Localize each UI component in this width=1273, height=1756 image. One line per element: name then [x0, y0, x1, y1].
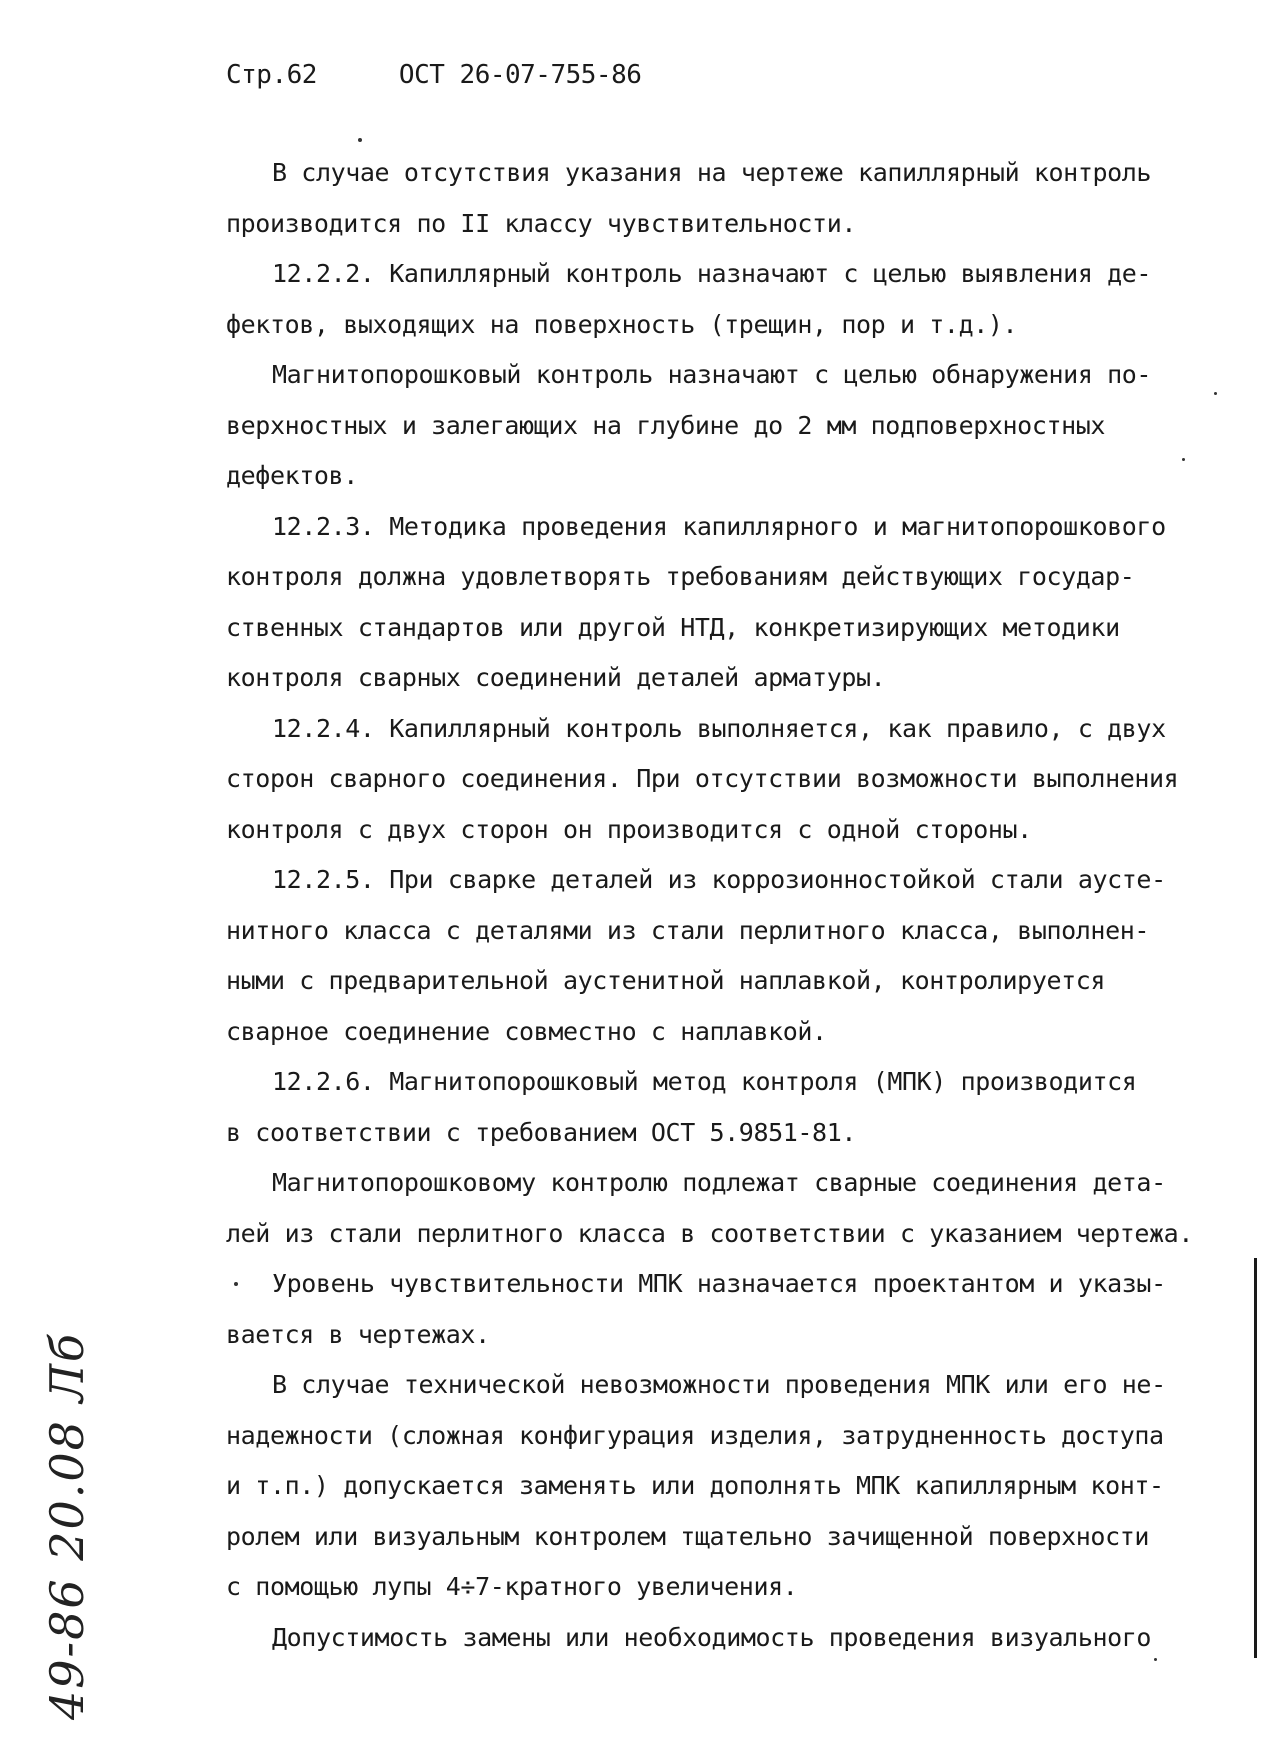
text-line: Магнитопорошковому контролю подлежат сварные соединения дета-: [272, 1168, 1166, 1197]
text-line: 12.2.5. При сварке деталей из коррозионностойкой стали аусте-: [272, 865, 1166, 894]
text-line: ными с предварительной аустенитной наплавкой, контролируется: [226, 966, 1106, 995]
text-line: Магнитопорошковый контроль назначают с целью обнаружения по-: [272, 360, 1152, 389]
scan-speck: [1214, 392, 1217, 395]
scan-speck: [1182, 458, 1185, 461]
scan-speck: [234, 1282, 238, 1286]
text-line: сварное соединение совместно с наплавкой.: [226, 1016, 827, 1046]
text-line: 12.2.4. Капиллярный контроль выполняется, как правило, с двух: [272, 713, 1166, 743]
handwritten-note: 49-86 20.08 Лб: [40, 1331, 94, 1720]
text-line: верхностных и залегающих на глубине до 2 мм подповерхностных: [226, 410, 1106, 440]
text-line: В случае технической невозможности проведения МПК или его не-: [272, 1370, 1166, 1399]
document-body: [226, 148, 1256, 1663]
text-line: и т.п.) допускается заменять или дополнять МПК капиллярным конт-: [226, 1471, 1164, 1500]
text-line: контроля должна удовлетворять требованиям действующих государ-: [226, 562, 1135, 591]
text-line: контроля с двух сторон он производится с одной стороны.: [226, 814, 1032, 844]
text-line: фектов, выходящих на поверхность (трещин, пор и т.д.).: [226, 309, 1018, 339]
standard-number: ОСТ 26-07-755-86: [398, 60, 642, 90]
text-line: сторон сварного соединения. При отсутствии возможности выполнения: [226, 764, 1179, 793]
scan-speck: [358, 138, 362, 142]
page-header: [226, 60, 641, 90]
text-line: производится по II классу чувствительности.: [226, 208, 857, 238]
text-line: Допустимость замены или необходимость проведения визуального: [272, 1622, 1152, 1652]
text-line: вается в чертежах.: [226, 1319, 490, 1349]
text-line: надежности (сложная конфигурация изделия, затрудненность доступа: [226, 1420, 1164, 1450]
text-line: 12.2.2. Капиллярный контроль назначают с целью выявления де-: [272, 259, 1152, 288]
text-line: ролем или визуальным контролем тщательно зачищенной поверхности: [226, 1521, 1150, 1551]
text-line: в соответствии с требованием ОСТ 5.9851-81.: [226, 1117, 857, 1147]
text-line: В случае отсутствия указания на чертеже капиллярный контроль: [272, 158, 1152, 187]
text-line: 12.2.6. Магнитопорошковый метод контроля (МПК) производится: [272, 1067, 1137, 1096]
margin-change-bar: [1254, 1258, 1257, 1658]
text-line: 12.2.3. Методика проведения капиллярного и магнитопорошкового: [272, 511, 1166, 541]
scan-speck: [1154, 1658, 1157, 1661]
text-line: лей из стали перлитного класса в соответствии с указанием чертежа.: [226, 1218, 1193, 1248]
text-line: контроля сварных соединений деталей арматуры.: [226, 663, 886, 692]
text-line: Уровень чувствительности МПК назначается проектантом и указы-: [272, 1269, 1166, 1298]
text-line: дефектов.: [226, 461, 358, 490]
text-line: с помощью лупы 4÷7-кратного увеличения.: [226, 1572, 798, 1601]
text-line: нитного класса с деталями из стали перлитного класса, выполнен-: [226, 915, 1150, 945]
page-number: Стр.62: [226, 60, 317, 90]
text-line: ственных стандартов или другой НТД, конкретизирующих методики: [226, 612, 1120, 642]
